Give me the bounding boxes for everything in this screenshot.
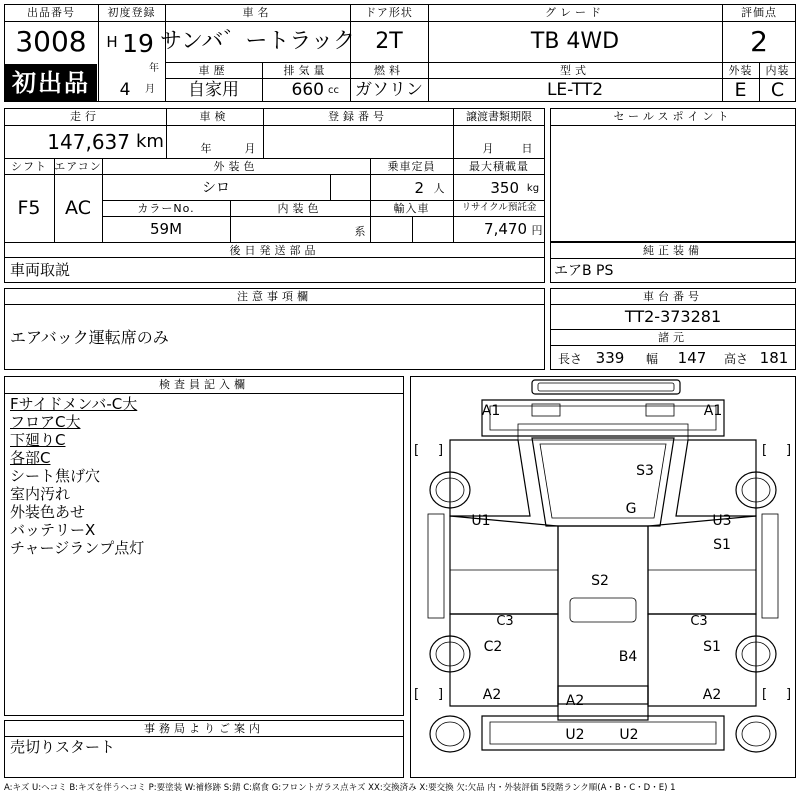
seats-value: 2 [414,178,424,197]
int-label: 内装 [765,63,790,77]
mark-s1-upper: S1 [713,537,731,553]
car-name: サンバ゛ートラック [160,29,355,54]
deadline-label: 譲渡書類期限 [466,110,532,123]
length-value: 339 [595,348,625,367]
history-value: 自家用 [188,79,239,100]
svg-text:[: [ [762,443,768,458]
inspector-line: バッテリーX [10,521,96,539]
mark-u2-right: U2 [619,727,639,743]
load-value: 350 [490,178,519,197]
mark-u1: U1 [471,513,491,529]
mark-a1-left: A1 [481,403,501,419]
ac-value: AC [65,196,91,219]
lot-no-label: 出品番号 [27,6,75,19]
model-value: LE-TT2 [546,79,604,100]
width-label: 幅 [645,352,658,366]
ac-label: エアコン [54,159,102,173]
name-label: 車名 [242,6,273,19]
svg-text:]: ] [786,687,792,702]
later-value: 車両取説 [10,260,71,279]
office-text: 売切りスタート [10,737,116,756]
mark-u2-left: U2 [565,727,585,743]
int-value: C [770,78,785,101]
shift-label: シフト [11,159,47,173]
notes-label: 注意事項欄 [237,289,312,303]
mark-s3: S3 [636,463,654,479]
height-value: 181 [759,348,789,367]
colorno-value: 59M [149,219,183,238]
office-label: 事務局よりご案内 [144,721,264,735]
sales-frame [550,108,796,242]
mileage-label: 走行 [70,110,100,123]
colorno-label: カラーNo. [137,201,195,215]
fuel-label: 燃料 [374,63,404,77]
inspector-line: 室内汚れ [10,485,71,503]
color-value: シロ [202,180,230,196]
reg-month-unit: 月 [145,84,155,95]
inspect-year-unit: 年 [200,141,212,155]
deadline-month-unit: 月 [482,141,494,155]
grade-value: TB 4WD [530,29,620,54]
equip-value: エアB PS [554,262,614,279]
inspector-label: 検査員記入欄 [159,378,249,391]
model-label: 型式 [560,63,590,77]
color-label: 外装色 [213,159,259,173]
inspector-line: チャージランプ点灯 [10,539,145,557]
mark-g: G [625,501,637,517]
inspector-line: シート焦げ穴 [10,467,101,485]
mark-a2-center: A2 [565,693,585,709]
svg-text:[: [ [414,443,420,458]
reg-month: 4 [119,79,131,100]
reg-label: 初度登録 [107,6,156,19]
seats-label: 乗車定員 [387,159,436,173]
legend-text: A:キズ U:ヘコミ B:キズを伴うヘコミ P:要塗装 W:補修跡 S:錆 C:腐食 G:フロントガラス点キズ XX:交換済み X:要交換 欠:欠品 内・外装評価 5段階ランク順(A・B・C・D・E) 1 [4,782,676,793]
score-label: 評価点 [741,6,777,19]
ext-label: 外装 [728,63,753,77]
chassis-number: TT2-373281 [624,307,722,326]
recycle-unit: 円 [531,223,543,237]
height-label: 高さ [723,352,748,366]
mark-u3: U3 [712,513,732,529]
dims-label: 諸元 [658,330,688,344]
mark-s1-lower: S1 [703,639,721,655]
later-label: 後日発送部品 [229,243,320,257]
svg-text:]: ] [438,687,444,702]
width-value: 147 [677,348,707,367]
length-label: 長さ [557,352,582,366]
svg-text:[: [ [414,687,420,702]
door-label: ドア形状 [365,6,413,19]
equip-label: 純正装備 [643,243,703,257]
mark-c3-left: C3 [496,613,514,629]
sales-label: セールスポイント [613,110,733,123]
mark-b4: B4 [618,649,638,665]
notes-text: エアバック運転席のみ [10,328,169,347]
svg-text:]: ] [438,443,444,458]
reg-year: 19 [122,28,154,58]
ext-value: E [734,78,747,101]
mark-c2: C2 [483,639,503,655]
chassis-label: 車台番号 [643,289,703,303]
inspect-label: 車検 [199,110,230,123]
inspector-line: 下廻りC [10,431,66,449]
mileage-value: 147,637 [47,130,130,154]
inspector-line: フロアC大 [10,413,81,431]
deadline-day-unit: 日 [521,141,533,155]
seats-unit: 人 [433,181,445,195]
import-label: 輸入車 [393,201,430,215]
inspect-month-unit: 月 [244,141,256,155]
inspector-line: Fサイドメンバ-C大 [10,395,138,413]
fuel-value: ガソリン [355,79,423,100]
intcolor-label: 内装色 [277,201,323,215]
grade-label: グレード [545,6,605,19]
first-listing-text: 初出品 [12,68,90,97]
load-label: 最大積載量 [469,159,529,173]
disp-value: 660 [291,79,324,100]
lot-number: 3008 [15,25,87,58]
intcolor-unit: 系 [354,224,366,238]
shift-value: F5 [17,196,41,219]
regno-label: 登録番号 [328,110,388,123]
load-unit: kg [526,183,540,194]
reg-year-unit: 年 [149,63,159,74]
svg-text:[: [ [762,687,768,702]
door-type: 2T [375,29,403,54]
recycle-value: 7,470 [484,219,527,238]
disp-label: 排気量 [283,63,329,77]
mark-s2: S2 [591,573,609,589]
mark-a2-left: A2 [482,687,502,703]
score-value: 2 [750,25,768,58]
mark-c3-right: C3 [690,613,708,629]
inspector-line: 外装色あせ [10,503,86,521]
mileage-unit: km [136,131,164,152]
disp-unit: cc [328,85,339,96]
mark-a1-right: A1 [703,403,723,419]
mark-a2-right: A2 [702,687,722,703]
inspector-line: 各部C [10,449,51,467]
history-label: 車歴 [198,63,229,77]
recycle-label: リサイクル預託金 [461,202,537,214]
reg-era: H [106,32,118,51]
svg-text:]: ] [786,443,792,458]
